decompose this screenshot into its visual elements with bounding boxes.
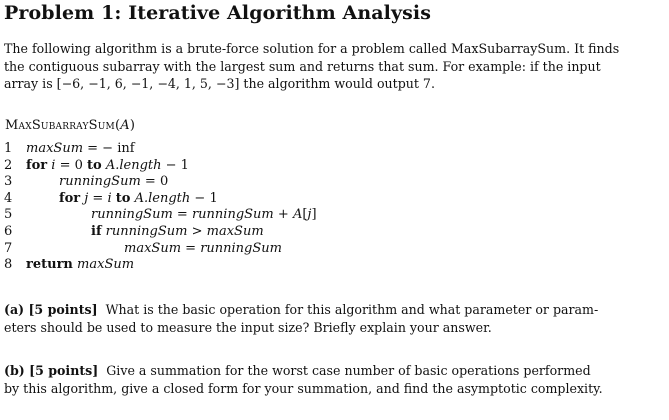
operator-text: − 1 xyxy=(190,190,218,206)
line-statement xyxy=(91,207,317,224)
problem-description xyxy=(4,40,636,93)
variable: runningSum xyxy=(91,207,173,223)
operator-text: = 0 xyxy=(140,174,169,190)
question-line xyxy=(4,362,636,380)
variable: i xyxy=(107,190,112,206)
operator-text: > xyxy=(187,223,207,239)
line-number: 8 xyxy=(4,257,13,273)
keyword: for xyxy=(26,157,48,173)
line-number: 6 xyxy=(4,223,13,239)
question-b xyxy=(4,362,636,397)
keyword: return xyxy=(26,257,73,273)
question-label: (a) [5 points] xyxy=(4,302,98,317)
algorithm-param: A xyxy=(120,118,130,133)
operator-text: = − inf xyxy=(83,141,135,156)
line-statement xyxy=(59,191,218,208)
question-text: What is the basic operation for this algorithm and what parameter or param- xyxy=(105,302,599,317)
line-number: 5 xyxy=(4,207,13,223)
question-text: Give a summation for the worst case number of basic operations performed xyxy=(106,363,591,378)
variable: j xyxy=(307,207,312,223)
line-number: 1 xyxy=(4,141,13,156)
variable: runningSum xyxy=(200,240,282,256)
line-number: 4 xyxy=(4,190,13,206)
variable: runningSum xyxy=(105,223,188,239)
question-line: eters should be used to measure the input size? Briefly explain your answer. xyxy=(4,319,492,335)
variable: i xyxy=(51,157,56,173)
line-number: 7 xyxy=(4,240,13,256)
operator-text: = xyxy=(88,190,108,206)
variable: A xyxy=(292,207,303,223)
variable: maxSum xyxy=(206,223,264,239)
keyword: for xyxy=(59,190,81,206)
description-line: the contiguous subarray with the largest sum and returns that sum. For example: if the input xyxy=(4,58,601,74)
variable: maxSum xyxy=(124,240,182,256)
operator-text: + xyxy=(273,207,293,223)
variable: runningSum xyxy=(191,207,274,223)
keyword: if xyxy=(91,223,102,239)
operator-text: = xyxy=(172,207,192,223)
line-statement xyxy=(124,241,282,258)
algorithm-name: MaxSubarraySum xyxy=(5,118,115,133)
description-line: array is [−6, −1, 6, −1, −4, 1, 5, −3] the algorithm would output 7. xyxy=(4,76,435,91)
line-number: 3 xyxy=(4,174,13,190)
question-line xyxy=(4,301,636,319)
operator-text: = xyxy=(181,240,201,256)
variable: j xyxy=(84,190,89,206)
keyword: to xyxy=(115,190,131,206)
description-line: The following algorithm is a brute-force solution for a problem called MaxSubarraySum. It finds xyxy=(4,41,620,56)
variable: maxSum xyxy=(77,257,135,273)
algorithm-signature: MaxSubarraySum(A) xyxy=(5,118,136,133)
question-a xyxy=(4,301,636,336)
keyword: to xyxy=(87,157,102,173)
line-statement xyxy=(91,224,264,241)
variable: A.length xyxy=(134,190,191,206)
question-line: by this algorithm, give a closed form for your summation, and find the asymptotic complexity. xyxy=(4,380,603,396)
operator-text: = 0 xyxy=(55,157,87,173)
line-statement xyxy=(59,174,168,191)
operator-text: − 1 xyxy=(161,157,189,173)
operator-text: ] xyxy=(311,207,317,223)
variable: runningSum xyxy=(59,174,141,190)
question-label: (b) [5 points] xyxy=(4,363,99,378)
line-statement xyxy=(26,257,134,274)
variable: A.length xyxy=(105,157,162,173)
operator-text: [ xyxy=(302,207,308,223)
line-statement xyxy=(26,141,135,158)
line-number: 2 xyxy=(4,157,13,173)
line-statement xyxy=(26,158,189,175)
variable: maxSum xyxy=(26,141,84,156)
problem-title: Problem 1: Iterative Algorithm Analysis xyxy=(4,2,432,24)
